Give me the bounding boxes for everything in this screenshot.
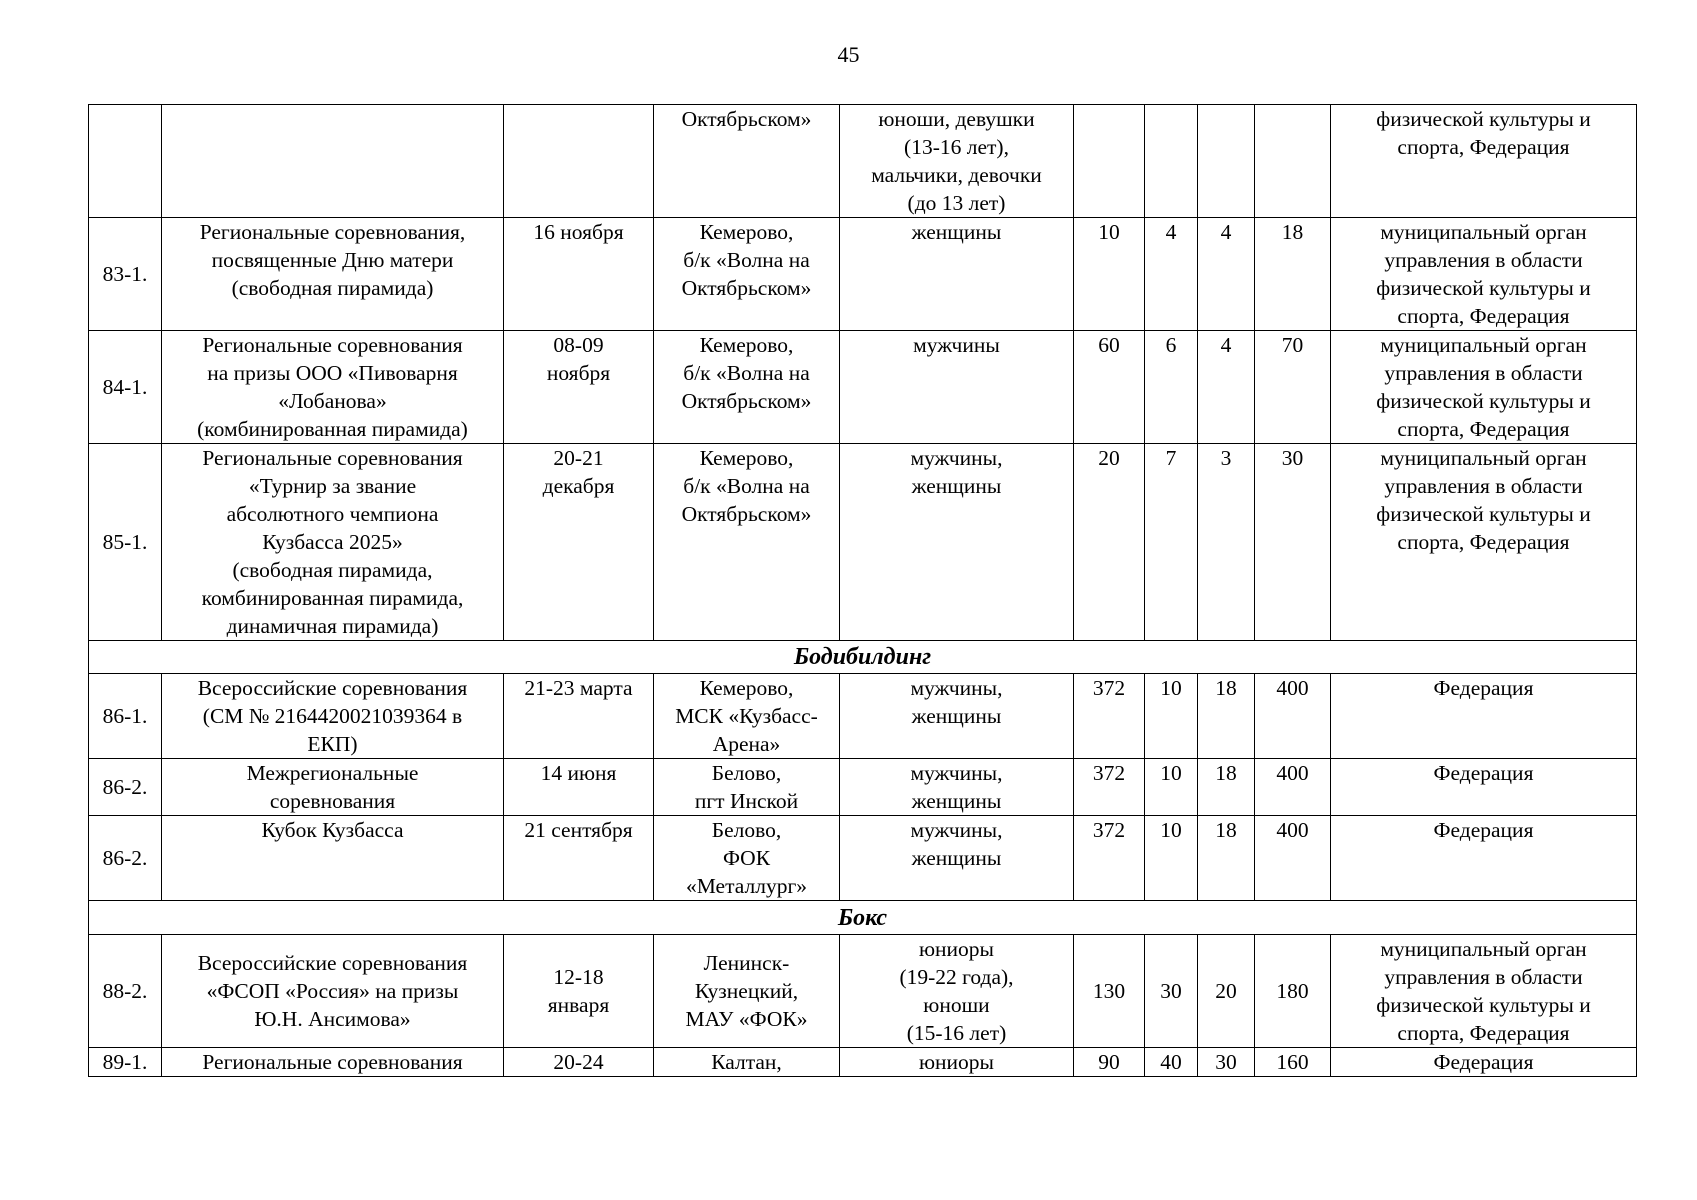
event-dates-line: 08-09 bbox=[553, 333, 604, 357]
event-dates bbox=[504, 105, 654, 218]
count-1 bbox=[1074, 105, 1145, 218]
event-dates bbox=[504, 444, 654, 641]
count-3: 4 bbox=[1198, 331, 1255, 444]
organizer-line: спорта, Федерация bbox=[1397, 417, 1570, 441]
count-1: 20 bbox=[1074, 444, 1145, 641]
event-name bbox=[162, 331, 504, 444]
event-name-line: «ФСОП «Россия» на призы bbox=[206, 979, 459, 1003]
event-dates-line: января bbox=[547, 993, 610, 1017]
table-row bbox=[89, 331, 1637, 444]
event-name-line: «Лобанова» bbox=[278, 389, 387, 413]
event-number bbox=[89, 105, 162, 218]
event-venue-line: Октябрьском» bbox=[681, 389, 812, 413]
event-name-line: Региональные соревнования bbox=[202, 446, 463, 470]
event-venue-line: б/к «Волна на bbox=[683, 474, 810, 498]
event-venue-line: Кемерово, bbox=[699, 676, 794, 700]
count-total: 30 bbox=[1255, 444, 1331, 641]
event-name bbox=[162, 444, 504, 641]
section-title: Бодибилдинг bbox=[89, 641, 1637, 674]
event-number: 84-1. bbox=[89, 331, 162, 444]
event-venue bbox=[654, 1048, 840, 1077]
event-name-line: динамичная пирамида) bbox=[226, 614, 439, 638]
section-title: Бокс bbox=[89, 901, 1637, 935]
event-dates-line: 21-23 марта bbox=[524, 676, 633, 700]
count-total: 18 bbox=[1255, 218, 1331, 331]
count-total: 400 bbox=[1255, 759, 1331, 816]
organizer bbox=[1331, 759, 1637, 816]
organizer-line: муниципальный орган bbox=[1380, 220, 1587, 244]
organizer-line: Федерация bbox=[1433, 1050, 1534, 1074]
organizer-line: Федерация bbox=[1433, 761, 1534, 785]
count-1: 130 bbox=[1074, 935, 1145, 1048]
participants-line: мужчины bbox=[913, 333, 1000, 357]
table-row bbox=[89, 674, 1637, 759]
participants bbox=[840, 935, 1074, 1048]
participants bbox=[840, 105, 1074, 218]
event-name-line: (комбинированная пирамида) bbox=[197, 417, 468, 441]
event-dates bbox=[504, 816, 654, 901]
participants-line: (до 13 лет) bbox=[907, 191, 1006, 215]
participants-line: женщины bbox=[911, 220, 1002, 244]
organizer-line: муниципальный орган bbox=[1380, 937, 1587, 961]
event-venue bbox=[654, 331, 840, 444]
organizer-line: физической культуры и bbox=[1376, 389, 1591, 413]
event-dates bbox=[504, 759, 654, 816]
event-name bbox=[162, 674, 504, 759]
table-row bbox=[89, 444, 1637, 641]
participants-line: мужчины, bbox=[910, 761, 1003, 785]
event-venue-line: Белово, bbox=[711, 818, 782, 842]
event-dates-line: 16 ноября bbox=[533, 220, 624, 244]
participants-line: женщины bbox=[911, 474, 1002, 498]
event-venue bbox=[654, 218, 840, 331]
organizer-line: Федерация bbox=[1433, 818, 1534, 842]
event-name-line: ЕКП) bbox=[307, 732, 358, 756]
participants-line: юниоры bbox=[918, 937, 995, 961]
event-venue bbox=[654, 759, 840, 816]
table-row bbox=[89, 105, 1637, 218]
organizer-line: физической культуры и bbox=[1376, 502, 1591, 526]
event-venue-line: Кемерово, bbox=[699, 446, 794, 470]
table-row bbox=[89, 759, 1637, 816]
event-venue-line: пгт Инской bbox=[694, 789, 799, 813]
organizer-line: физической культуры и bbox=[1376, 107, 1591, 131]
table-row bbox=[89, 1048, 1637, 1077]
participants-line: мужчины, bbox=[910, 818, 1003, 842]
event-venue bbox=[654, 935, 840, 1048]
organizer-line: физической культуры и bbox=[1376, 276, 1591, 300]
count-1: 372 bbox=[1074, 674, 1145, 759]
count-2: 10 bbox=[1145, 816, 1198, 901]
event-venue-line: Кузнецкий, bbox=[694, 979, 799, 1003]
organizer bbox=[1331, 816, 1637, 901]
event-name-line: (свободная пирамида, bbox=[232, 558, 433, 582]
event-venue bbox=[654, 105, 840, 218]
event-name bbox=[162, 759, 504, 816]
participants bbox=[840, 816, 1074, 901]
event-number: 85-1. bbox=[89, 444, 162, 641]
participants bbox=[840, 444, 1074, 641]
organizer-line: спорта, Федерация bbox=[1397, 304, 1570, 328]
count-1: 372 bbox=[1074, 759, 1145, 816]
event-name bbox=[162, 218, 504, 331]
event-name-line: соревнования bbox=[269, 789, 396, 813]
section-header-row bbox=[89, 641, 1637, 674]
organizer bbox=[1331, 1048, 1637, 1077]
event-venue bbox=[654, 444, 840, 641]
event-venue-line: ФОК bbox=[722, 846, 771, 870]
event-name-line: (СМ № 2164420021039364 в bbox=[202, 704, 463, 728]
participants-line: (15-16 лет) bbox=[906, 1021, 1007, 1045]
count-3: 4 bbox=[1198, 218, 1255, 331]
event-dates-line: 14 июня bbox=[540, 761, 617, 785]
count-2: 30 bbox=[1145, 935, 1198, 1048]
event-name bbox=[162, 1048, 504, 1077]
event-venue-line: Арена» bbox=[712, 732, 781, 756]
event-venue-line: Белово, bbox=[711, 761, 782, 785]
events-table bbox=[88, 104, 1637, 1077]
count-1: 10 bbox=[1074, 218, 1145, 331]
event-number: 86-2. bbox=[89, 816, 162, 901]
event-dates-line: декабря bbox=[542, 474, 615, 498]
count-3: 18 bbox=[1198, 759, 1255, 816]
count-2: 10 bbox=[1145, 759, 1198, 816]
event-name-line: Всероссийские соревнования bbox=[197, 951, 468, 975]
section-header-row bbox=[89, 901, 1637, 935]
event-venue-line: Октябрьском» bbox=[681, 107, 812, 131]
event-name-line: Региональные соревнования bbox=[202, 1050, 463, 1074]
count-total: 400 bbox=[1255, 674, 1331, 759]
event-venue bbox=[654, 816, 840, 901]
count-3: 18 bbox=[1198, 816, 1255, 901]
event-name-line: Кубок Кузбасса bbox=[261, 818, 404, 842]
event-venue bbox=[654, 674, 840, 759]
event-number: 86-1. bbox=[89, 674, 162, 759]
count-3 bbox=[1198, 105, 1255, 218]
event-name-line: абсолютного чемпиона bbox=[226, 502, 439, 526]
event-venue-line: б/к «Волна на bbox=[683, 361, 810, 385]
event-venue-line: б/к «Волна на bbox=[683, 248, 810, 272]
event-number: 88-2. bbox=[89, 935, 162, 1048]
participants-line: мужчины, bbox=[910, 446, 1003, 470]
event-name-line: комбинированная пирамида, bbox=[201, 586, 464, 610]
organizer-line: управления в области bbox=[1384, 361, 1583, 385]
event-name-line: Кузбасса 2025» bbox=[262, 530, 403, 554]
event-name-line: (свободная пирамида) bbox=[231, 276, 434, 300]
event-dates-line: ноября bbox=[546, 361, 611, 385]
event-dates bbox=[504, 1048, 654, 1077]
organizer-line: спорта, Федерация bbox=[1397, 135, 1570, 159]
table-row bbox=[89, 816, 1637, 901]
organizer-line: муниципальный орган bbox=[1380, 333, 1587, 357]
event-number: 89-1. bbox=[89, 1048, 162, 1077]
count-total: 70 bbox=[1255, 331, 1331, 444]
event-venue-line: Кемерово, bbox=[699, 333, 794, 357]
count-1: 90 bbox=[1074, 1048, 1145, 1077]
count-2: 40 bbox=[1145, 1048, 1198, 1077]
event-name-line: Ю.Н. Ансимова» bbox=[254, 1007, 411, 1031]
event-name bbox=[162, 935, 504, 1048]
event-dates-line: 21 сентября bbox=[524, 818, 633, 842]
organizer-line: физической культуры и bbox=[1376, 993, 1591, 1017]
event-number: 83-1. bbox=[89, 218, 162, 331]
event-dates-line: 12-18 bbox=[553, 965, 604, 989]
count-2: 6 bbox=[1145, 331, 1198, 444]
event-dates bbox=[504, 218, 654, 331]
event-venue-line: Октябрьском» bbox=[681, 502, 812, 526]
organizer-line: спорта, Федерация bbox=[1397, 1021, 1570, 1045]
count-2: 7 bbox=[1145, 444, 1198, 641]
organizer bbox=[1331, 105, 1637, 218]
organizer-line: управления в области bbox=[1384, 474, 1583, 498]
event-name-line: Региональные соревнования, bbox=[199, 220, 466, 244]
event-venue-line: «Металлург» bbox=[685, 874, 808, 898]
count-2: 10 bbox=[1145, 674, 1198, 759]
participants bbox=[840, 674, 1074, 759]
event-dates-line: 20-24 bbox=[553, 1050, 604, 1074]
count-2: 4 bbox=[1145, 218, 1198, 331]
participants-line: юноши, девушки bbox=[878, 107, 1035, 131]
event-dates bbox=[504, 331, 654, 444]
participants-line: (13-16 лет), bbox=[904, 135, 1009, 159]
event-name-line: Межрегиональные bbox=[246, 761, 419, 785]
participants-line: женщины bbox=[911, 704, 1002, 728]
count-1: 372 bbox=[1074, 816, 1145, 901]
organizer-line: управления в области bbox=[1384, 965, 1583, 989]
participants bbox=[840, 759, 1074, 816]
event-venue-line: Калтан, bbox=[711, 1050, 782, 1074]
count-total bbox=[1255, 105, 1331, 218]
event-venue-line: Кемерово, bbox=[699, 220, 794, 244]
count-3: 3 bbox=[1198, 444, 1255, 641]
count-total: 180 bbox=[1255, 935, 1331, 1048]
event-name-line: посвященные Дню матери bbox=[211, 248, 454, 272]
event-venue-line: МАУ «ФОК» bbox=[685, 1007, 808, 1031]
event-name-line: Региональные соревнования bbox=[202, 333, 463, 357]
organizer bbox=[1331, 935, 1637, 1048]
table-row bbox=[89, 935, 1637, 1048]
participants-line: женщины bbox=[911, 846, 1002, 870]
organizer bbox=[1331, 331, 1637, 444]
organizer-line: муниципальный орган bbox=[1380, 446, 1587, 470]
event-venue-line: МСК «Кузбасс- bbox=[675, 704, 818, 728]
count-3: 30 bbox=[1198, 1048, 1255, 1077]
event-name-line: на призы ООО «Пивоварня bbox=[207, 361, 458, 385]
participants bbox=[840, 331, 1074, 444]
participants-line: юниоры bbox=[918, 1050, 995, 1074]
count-3: 18 bbox=[1198, 674, 1255, 759]
organizer bbox=[1331, 218, 1637, 331]
count-total: 400 bbox=[1255, 816, 1331, 901]
organizer-line: Федерация bbox=[1433, 676, 1534, 700]
participants-line: женщины bbox=[911, 789, 1002, 813]
participants bbox=[840, 218, 1074, 331]
organizer-line: управления в области bbox=[1384, 248, 1583, 272]
participants-line: мужчины, bbox=[910, 676, 1003, 700]
event-name bbox=[162, 816, 504, 901]
event-dates-line: 20-21 bbox=[553, 446, 604, 470]
event-name-line: Всероссийские соревнования bbox=[197, 676, 468, 700]
participants-line: (19-22 года), bbox=[899, 965, 1014, 989]
count-2 bbox=[1145, 105, 1198, 218]
count-total: 160 bbox=[1255, 1048, 1331, 1077]
event-venue-line: Октябрьском» bbox=[681, 276, 812, 300]
event-name-line: «Турнир за звание bbox=[248, 474, 417, 498]
participants bbox=[840, 1048, 1074, 1077]
event-venue-line: Ленинск- bbox=[703, 951, 790, 975]
table-body bbox=[89, 105, 1637, 1077]
participants-line: юноши bbox=[923, 993, 990, 1017]
organizer-line: спорта, Федерация bbox=[1397, 530, 1570, 554]
organizer bbox=[1331, 444, 1637, 641]
organizer bbox=[1331, 674, 1637, 759]
event-number: 86-2. bbox=[89, 759, 162, 816]
page-number: 45 bbox=[837, 42, 860, 67]
event-dates bbox=[504, 935, 654, 1048]
table-row bbox=[89, 218, 1637, 331]
count-3: 20 bbox=[1198, 935, 1255, 1048]
event-name bbox=[162, 105, 504, 218]
participants-line: мальчики, девочки bbox=[871, 163, 1042, 187]
count-1: 60 bbox=[1074, 331, 1145, 444]
event-dates bbox=[504, 674, 654, 759]
